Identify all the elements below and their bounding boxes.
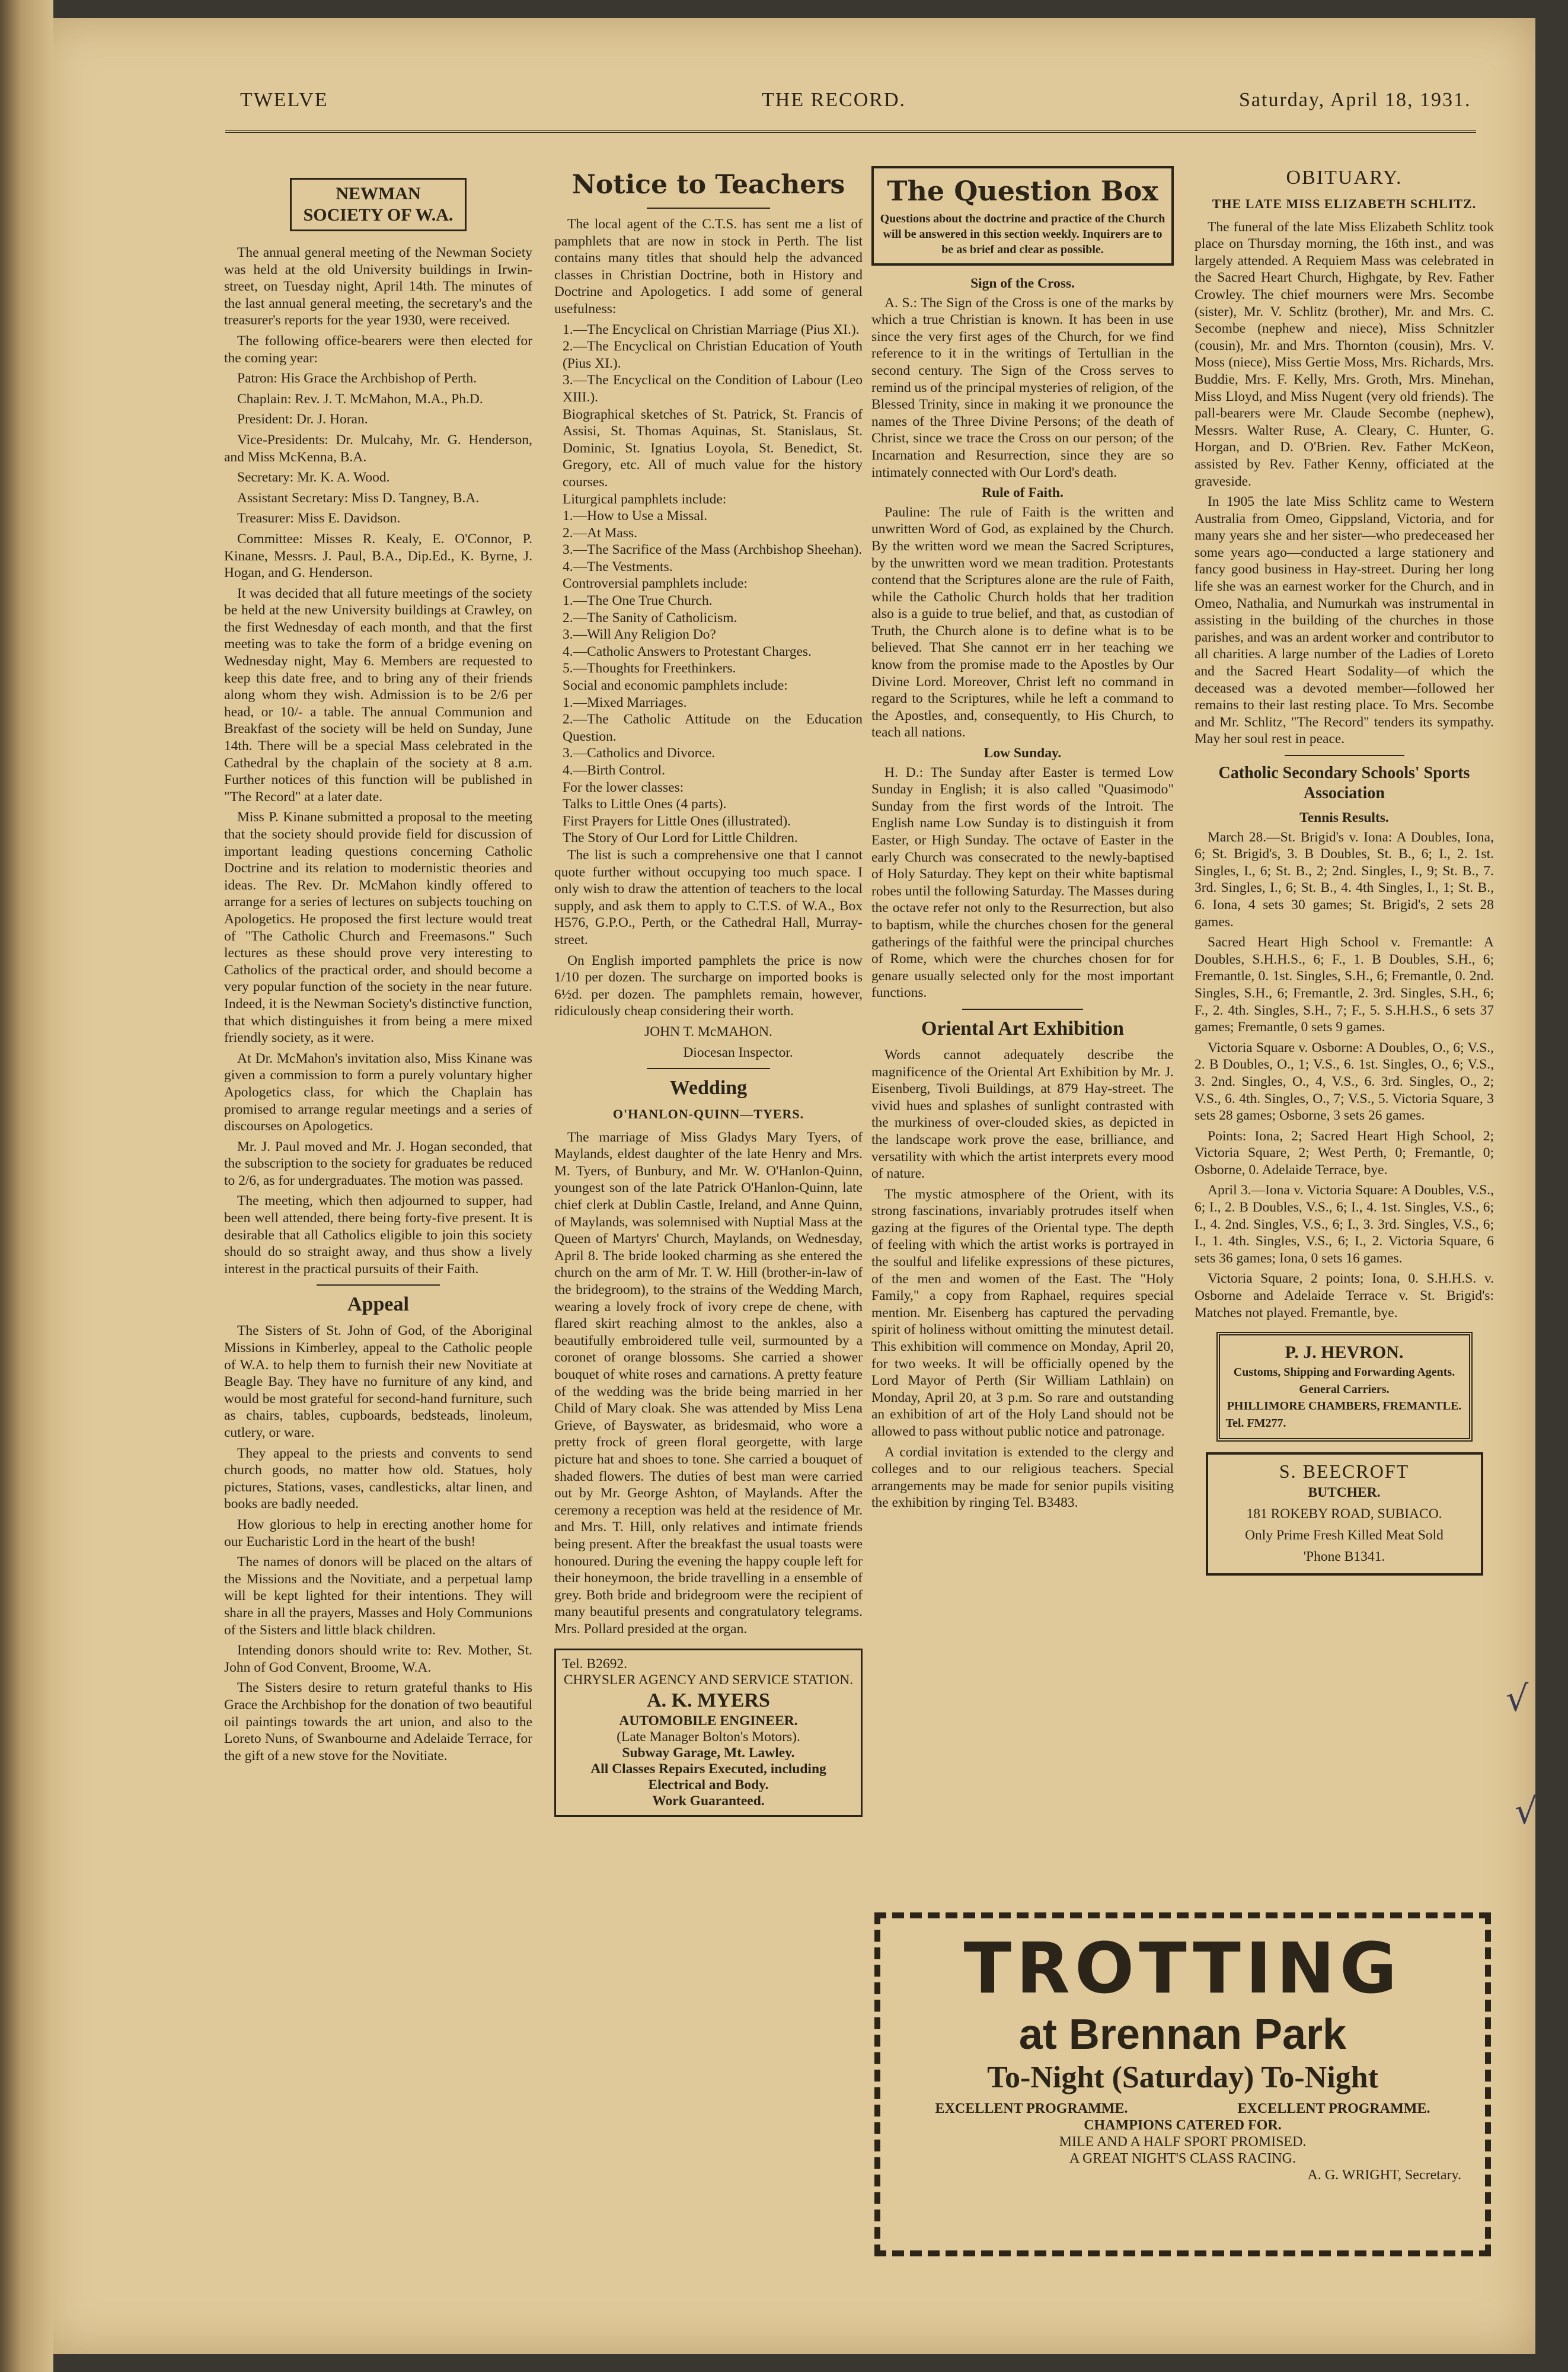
pamphlet-item: Talks to Little Ones (4 parts). <box>563 796 727 812</box>
myers-advertisement <box>554 1649 863 1817</box>
teachers-signature: JOHN T. McMAHON. <box>644 1024 772 1040</box>
trotting-secretary: A. G. WRIGHT, Secretary. <box>1307 2167 1461 2183</box>
sports-p6: Victoria Square, 2 points; Iona, 0. S.H.H.S. v. Osborne and Adelaide Terrace v. St. Brigid's: Matches not played. Fremantle, bye. <box>1195 1271 1494 1321</box>
pamphlet-item: 1.—The One True Church. <box>563 593 713 609</box>
newman-p6: Vice-Presidents: Dr. Mulcahy, Mr. G. Henderson, and Miss McKenna, B.A. <box>224 432 532 465</box>
divider <box>317 1284 440 1286</box>
column-1 <box>224 166 532 1768</box>
sports-subtitle: Tennis Results. <box>1299 810 1389 825</box>
wedding-subtitle: O'HANLON-QUINN—TYERS. <box>612 1107 804 1122</box>
sports-title: Catholic Secondary Schools' Sports Association <box>1218 764 1470 802</box>
trotting-venue: at Brennan Park <box>1018 2011 1347 2058</box>
myers-tel: Tel. B2692. <box>562 1656 627 1672</box>
newman-p11: It was decided that all future meetings of the society be held at the new University buildings at Crawley, on the first Wednesday of each month, and that the first meeting was to take the form of a bridge evening on Wednesday night, May 6. Members are requested to keep this date free, and to bring any of their friends along whom they wish. Admission is to be 2/6 per head, or 10/- a table. The annual Communion and Breakfast of the society will be held on Sunday, June 14th. There will be a special Mass celebrated in the Cathedral by the chaplain of the society at 8 a.m. Further notices of this function will be published in "The Record" at a later date. <box>224 585 532 805</box>
wedding-p1: The marriage of Miss Gladys Mary Tyers, of Maylands, eldest daughter of the late Henry and Mrs. M. Tyers, of Bunbury, and Mr. W. O'Hanlon-Quinn, youngest son of the late Patrick O'Hanlon-Quinn, late chief clerk at Dublin Castle, Ireland, and Anne Quinn, of Maylands, was solemnised with Nuptial Mass at the Queen of Martyrs' Church, Maylands, on Wednesday, April 8. The bride looked charming as she entered the church on the arm of Mr. T. W. Hill (brother-in-law of the bridegroom), to the strains of the Wedding March, wearing a lovely frock of ivory crepe de chene, with flared skirt reaching almost to the ankles, also a beautifully embroidered tulle veil, surmounted by a coronet of orange blossoms. She carried a shower bouquet of white roses and carnations. A pretty feature of the wedding was the bride being married in her Child of Mary cloak. She was attended by Miss Lena Grieve, of Bayswater, as bridesmaid, who wore a pretty frock of green floral georgette, with large picture hat and shoes to tone. She carried a bouquet of shaded flowers. The duties of best man were carried out by Mr. George Ashton, of Maylands. After the ceremony a reception was held at the residence of Mr. and Mrs. T. Hill, only relatives and intimate friends being present. After the breakfast the usual toasts were honoured. During the evening the happy couple left for their honeymoon, the bride travelling in a ensemble of grey. Both bride and bridegroom were the recipient of many beautiful presents and congratulatory telegrams. Mrs. Pollard presided at the organ. <box>554 1129 863 1637</box>
appeal-p2: They appeal to the priests and convents to send church goods, no matter how old. Statues, holy pictures, Stations, vases, candlesticks, altar linen, and books are badly needed. <box>224 1445 532 1512</box>
column-2 <box>554 166 863 1817</box>
newman-p10: Committee: Misses R. Kealy, E. O'Connor, P. Kinane, Messrs. J. Paul, B.A., Dip.Ed., K. Byrne, J. Hogan, and G. Henderson. <box>224 531 532 581</box>
newman-p2: The following office-bearers were then elected for the coming year: <box>224 333 532 366</box>
newman-p8: Assistant Secretary: Miss D. Tangney, B.A. <box>237 490 480 506</box>
pamphlet-item: 1.—How to Use a Missal. <box>563 508 708 524</box>
newman-title: NEWMAN SOCIETY OF W.A. <box>303 184 454 225</box>
sports-p5: April 3.—Iona v. Victoria Square: A Doubles, V.S., 6; I., 2. B Doubles, V.S., 6; I., 4. 1st. Singles, V.S., 6; I., 4. 2nd. Singles, V.S., 6; I., 3. 3rd. Singles, V.S., 6; I., 1. 4th. Singles, V.S., 6; I., 2. Victoria Square, 6 sets 36 games; Iona, 0 sets 16 games. <box>1195 1182 1494 1266</box>
sports-p2: Sacred Heart High School v. Fremantle: A Doubles, S.H.H.S., 6; F., 1. B Doubles, S.H., 6; Fremantle, 0. 1st. Singles, S.H., 6; Fremantle, 0. 2nd. Singles, S.H., 6; Fremantle, 2. 3rd. Singles, S.H., 6; F., 2. 4th. Singles, S.H., 7; F., 5. S.H.H.S., 6 sets 37 games; Fremantle, 0 sets 9 games. <box>1195 935 1494 1035</box>
beecroft-advertisement <box>1206 1452 1483 1576</box>
newman-p7: Secretary: Mr. K. A. Wood. <box>237 470 390 486</box>
newman-p1: The annual general meeting of the Newman Society was held at the old University buildings in Irwin-street, on Tuesday night, April 14th. The minutes of the last annual general meeting, the secretary's and the treasurer's reports for the year 1930, were received. <box>224 245 532 329</box>
pamphlet-item: 4.—The Vestments. <box>563 559 673 575</box>
question-box-intro: Questions about the doctrine and practice of the Church will be answered in this section weekly. Inquirers are to be as brief and clear as possible. <box>880 212 1165 256</box>
appeal-p6: The Sisters desire to return grateful thanks to His Grace the Archbishop for the donation of two beautiful oil paintings towards the art union, and also to the Loreto Nuns, of Swanbourne and Adelaide Terrace, for the gift of a new stove for the Novitiate. <box>224 1680 532 1764</box>
myers-previous: (Late Manager Bolton's Motors). <box>617 1729 800 1745</box>
qbox-h3: Low Sunday. <box>983 745 1062 761</box>
question-box-title: The Question Box <box>887 175 1158 207</box>
pamphlet-item: Liturgical pamphlets include: <box>563 491 727 507</box>
newman-heading-box <box>290 178 467 231</box>
qbox-a1: A. S.: The Sign of the Cross is one of the marks by which a true Christian is known. It has been in use since the very first ages of the Church, for we find reference to it in the writings of Tertullian in the second century. The Sign of the Cross serves to remind us of the principal mysteries of religion, of the Blessed Trinity, since in making it we pronounce the names of the Three Divine Persons; of the death of Christ, since we trace the Cross on our person; of the Incarnation and Resurrection, since they are so intimately connected with Our Lord's death. <box>871 295 1174 480</box>
newman-p15: The meeting, which then adjourned to supper, had been well attended, there being forty-five present. It is desirable that all Catholics eligible to join this society should do so straight away, and thus show a lively interest in the practical pursuits of their Faith. <box>224 1193 532 1277</box>
qbox-a2: Pauline: The rule of Faith is the written and unwritten Word of God, as explained by the Church. By the written word we mean the Sacred Scriptures, by the unwritten word we mean tradition. Protestants contend that the Scriptures alone are the rule of Faith, while the Catholic Church holds that her tradition also is a guide to true belief, and that, as custodian of Truth, the Church alone is to define what is to be believed. That She cannot err in her teaching we know from the promise made to the Apostles by Our Divine Lord. Moreover, Christ left no command in regard to the Scriptures, while he left a command to the Apostles, and, consequently, to His Church, to teach all nations. <box>871 504 1174 741</box>
appeal-title: Appeal <box>347 1293 409 1316</box>
myers-name: A. K. MYERS <box>647 1689 770 1711</box>
divider <box>647 208 770 209</box>
pamphlet-item: 4.—Catholic Answers to Protestant Charges. <box>563 643 812 659</box>
teachers-title: Notice to Teachers <box>571 170 845 200</box>
newman-p9: Treasurer: Miss E. Davidson. <box>237 511 401 527</box>
hevron-advertisement <box>1216 1332 1473 1441</box>
sports-p1: March 28.—St. Brigid's v. Iona: A Doubles, Iona, 6; St. Brigid's, 3. B Doubles, St. B., 6; I., 2. 1st. Singles, I., 6; St. B., 2; 2nd. Singles, I., 9; St. B., 7. 3rd. Singles, I., 6; St. B., 4. 4th Singles, I., 1; St. B., 6. Iona, 4 sets 30 games; St. Brigid's, 2 sets 28 games. <box>1195 829 1494 930</box>
sports-p4: Points: Iona, 2; Sacred Heart High School, 2; Victoria Square, 2; West Perth, 0; Fremantle, 0; Osborne, 0. Adelaide Terrace, bye. <box>1195 1128 1494 1178</box>
divider <box>1285 755 1404 756</box>
trotting-programme-left: EXCELLENT PROGRAMME. <box>935 2101 1128 2116</box>
newman-p4: Chaplain: Rev. J. T. McMahon, M.A., Ph.D. <box>237 391 483 407</box>
myers-repairs: All Classes Repairs Executed, including Electrical and Body. <box>590 1761 826 1793</box>
column-3 <box>871 166 1174 1515</box>
teachers-p1: The local agent of the C.T.S. has sent me a list of pamphlets that are now in stock in Perth. The list contains many titles that should help the advanced classes in Christian Doctrine, both in History and Doctrine and Apologetics. I add some of general usefulness: <box>554 216 863 317</box>
pamphlet-item: 3.—Will Any Religion Do? <box>563 627 716 643</box>
qbox-h2: Rule of Faith. <box>982 485 1064 501</box>
pamphlet-item: 3.—The Sacrifice of the Mass (Archbishop Sheehan). <box>563 542 863 558</box>
beecroft-address: 181 ROKEBY ROAD, SUBIACO. <box>1246 1506 1442 1522</box>
wedding-title: Wedding <box>669 1077 748 1099</box>
oriental-title: Oriental Art Exhibition <box>921 1017 1124 1040</box>
page-edge <box>0 0 53 2372</box>
pamphlet-item: 2.—The Sanity of Catholicism. <box>563 610 737 626</box>
oriental-p1: Words cannot adequately describe the magnificence of the Oriental Art Exhibition by Mr. J. Eisenberg, Tivoli Buildings, at 879 Hay-street. The vivid hues and splashes of sunlight contrasted with the murkiness of over-clouded skies, as depicted in the landscape work prove the ease, brilliance, and versatility with which the artist interprets every mood of nature. <box>871 1047 1174 1182</box>
pamphlet-item: 2.—The Encyclical on Christian Education of Youth (Pius XI.). <box>563 339 863 371</box>
myers-guarantee: Work Guaranteed. <box>652 1793 765 1809</box>
newman-p13: At Dr. McMahon's invitation also, Miss Kinane was given a commission to form a purely voluntary higher Apologetics class, for which the Chaplain has promised to arrange regular meetings and a series of discourses on Apologetics. <box>224 1050 532 1134</box>
oriental-p3: A cordial invitation is extended to the clergy and colleges and to our religious teachers. Special arrangements may be made for senior pupils visiting the exhibition by ringing Tel. B3483. <box>871 1444 1174 1511</box>
teachers-p3: On English imported pamphlets the price is now 1/10 per dozen. The surcharge on imported books is 6½d. per dozen. The pamphlets remain, however, ridiculously cheap considering their worth. <box>554 952 863 1019</box>
issue-date: Saturday, April 18, 1931. <box>1239 89 1471 111</box>
newman-p3: Patron: His Grace the Archbishop of Perth. <box>237 371 477 387</box>
hevron-tel: Tel. FM277. <box>1225 1417 1286 1430</box>
qbox-a3: H. D.: The Sunday after Easter is termed Low Sunday in English; it is also called "Quasimodo" Sunday from the first words of the Introit. The English name Low Sunday is to distinguish it from Easter, or High Sunday. The octave of Easter in the early Church was consecrated to the newly-baptised of Holy Saturday. They kept on their white baptismal robes until the following Saturday. The Masses during the octave refer not only to the Resurrection, but also to baptism, while the churches chosen for the general gatherings of the faithful were the principal churches of Rome, which were the churches chosen for for genare usually selected only for the most important functions. <box>871 764 1174 1001</box>
myers-trade: AUTOMOBILE ENGINEER. <box>619 1713 798 1729</box>
pamphlet-item: 2.—The Catholic Attitude on the Education Question. <box>563 712 863 744</box>
sports-p3: Victoria Square v. Osborne: A Doubles, O., 6; V.S., 2. B Doubles, O., 1; V.S., 6. 1st. Singles, O., 6; V.S., 3. 2nd. Singles, O., 4, V.S., 6. 3rd. Singles, O., 2; V.S., 6. 4th. Singles, O., 7; V.S., 5. Victoria Square, 3 sets 28 games; Osborne, 3 sets 26 games. <box>1195 1040 1494 1124</box>
obituary-subtitle: THE LATE MISS ELIZABETH SCHLITZ. <box>1212 196 1477 211</box>
appeal-p1: The Sisters of St. John of God, of the Aboriginal Missions in Kimberley, appeal to the Catholic people of W.A. to help them to furnish their new Novitiate at Beagle Bay. They have no furniture of any kind, and would be most grateful for second-hand furniture, such as chairs, tables, cupboards, bedsteads, linoleum, cutlery, or ware. <box>224 1323 532 1440</box>
appeal-p3: How glorious to help in erecting another home for our Eucharistic Lord in the heart of the bush! <box>224 1516 532 1550</box>
myers-agency: CHRYSLER AGENCY AND SERVICE STATION. <box>563 1672 854 1688</box>
handwritten-tick-mark: √ <box>1506 1678 1529 1720</box>
trotting-date: To-Night (Saturday) To-Night <box>987 2061 1378 2094</box>
pamphlet-item: 2.—At Mass. <box>563 525 637 541</box>
trotting-programme-right: EXCELLENT PROGRAMME. <box>1237 2101 1430 2116</box>
trotting-programme-row <box>880 2101 1485 2117</box>
trotting-champions: CHAMPIONS CATERED FOR. <box>1084 2118 1282 2133</box>
hevron-name: P. J. HEVRON. <box>1285 1343 1404 1363</box>
obituary-p2: In 1905 the late Miss Schlitz came to Western Australia from Omeo, Gippsland, Victoria, and for many years she and her sister—who predeceased her some years ago—conducted a large stationery and fancy good business in Hay-street. During her long life she was an earnest worker for the Church, and in Omeo, Nathalia, and Numurkah was instrumental in assisting in the building of the churches in those parishes, and was an ardent worker and contributor to all charities. A large number of the Ladies of Loreto and the Sacred Heart Sodality—of which the deceased was a devoted member—followed her remains to their last resting place. To Mrs. Secombe and Mr. Schlitz, "The Record" tenders its sympathy. May her soul rest in peace. <box>1195 494 1494 747</box>
handwritten-tick-mark: √ <box>1515 1791 1538 1832</box>
obituary-p1: The funeral of the late Miss Elizabeth Schlitz took place on Thursday morning, the 16th inst., and was largely attended. A Requiem Mass was celebrated in the Sacred Heart Church, Highgate, by Rev. Father Crowley. The chief mourners were Mrs. Secombe (sister), Mr. V. Schlitz (brother), Mr. and Mrs. C. Secombe (nephew and niece), Miss Schnitzler (cousin), Mr. and Mrs. Thornton (cousin), Mrs. V. Moss (niece), Miss Gertie Moss, Mrs. Richards, Mrs. Buddie, Mrs. F. Kelly, Mrs. Groth, Mrs. Minehan, Miss Lloyd, and Miss Nugent (very old friends). The pall-bearers were Mr. Claude Secombe (nephew), Messrs. Walter Ruse, A. Cleary, C. Hunter, G. Horgan, and D. O'Brien. Rev. Father McKeon, assisted by Rev. Father Kenny, officiated at the graveside. <box>1195 219 1494 489</box>
myers-address: Subway Garage, Mt. Lawley. <box>622 1745 795 1761</box>
qbox-h1: Sign of the Cross. <box>970 276 1075 291</box>
beecroft-name: S. BEECROFT <box>1279 1460 1410 1482</box>
pamphlet-item: Biographical sketches of St. Patrick, St. Francis of Assisi, St. Thomas Aquinas, St. Stanislaus, St. Dominic, St. Ignatius Loyola, St. Benedict, St. Gregory, etc. All of much value for the history courses. <box>563 406 863 490</box>
obituary-title: OBITUARY. <box>1286 167 1403 189</box>
trotting-title: TROTTING <box>963 1927 1402 2009</box>
pamphlet-item: The Story of Our Lord for Little Children. <box>563 830 798 846</box>
newman-p14: Mr. J. Paul moved and Mr. J. Hogan seconded, that the subscription to the society for graduates be reduced to 2/6, as for undergraduates. The motion was passed. <box>224 1139 532 1188</box>
pamphlet-item: For the lower classes: <box>563 779 684 795</box>
newman-p12: Miss P. Kinane submitted a proposal to the meeting that the society should provide field for discussion of important leading questions concerning Catholic Doctrine and its relation to modernistic theories and ideas. The Rev. Dr. McMahon kindly offered to arrange for a series of lectures on subjects touching on Apologetics. He proposed the first lecture would treat of "The Catholic Church and Freemasons." Such lectures as these should prove very interesting to Catholics of the practical order, and should become a very popular function of the society in the near future. Indeed, it is the Newman Society's distinctive function, that which distinguishes it from being a mere mixed friendly society, as it were. <box>224 809 532 1046</box>
pamphlet-item: 3.—Catholics and Divorce. <box>563 745 716 761</box>
divider <box>647 1068 770 1069</box>
appeal-p4: The names of donors will be placed on the altars of the Missions and the Novitiate, and a perpetual lamp will be kept lighted for their intentions. They will share in all the prayers, Masses and Holy Communions of the Sisters and little black children. <box>224 1554 532 1638</box>
hevron-address: PHILLIMORE CHAMBERS, FREMANTLE. <box>1227 1399 1462 1413</box>
header-rule <box>225 130 1476 133</box>
divider <box>962 1009 1083 1010</box>
pamphlet-item: 1.—Mixed Marriages. <box>563 694 687 710</box>
pamphlet-item: Social and economic pamphlets include: <box>563 678 788 694</box>
pamphlet-item: 4.—Birth Control. <box>563 763 665 778</box>
trotting-mile: MILE AND A HALF SPORT PROMISED. <box>1059 2134 1307 2150</box>
beecroft-slogan: Only Prime Fresh Killed Meat Sold <box>1245 1527 1444 1543</box>
oriental-p2: The mystic atmosphere of the Orient, with its strong fascinations, invariably protrudes itself when gazing at the figures of the Oriental type. The depth of feeling with which the artist works is portrayed in the soulful and lifelike expressions of these pictures, of the men and women of the East. The "Holy Family," a copy from Raphael, requires special mention. Mr. Eisenberg has captured the pervading spirit of holiness without omitting the minutest detail. This exhibition will commence on Monday, April 20, for two weeks. It will be officially opened by the Lord Mayor of Perth (Sir William Lathlain) on Monday, April 20, at 3 p.m. So rare and outstanding an exhibition of art of the Holy Land should not be allowed to pass without public notice and patronage. <box>871 1186 1174 1439</box>
beecroft-phone: 'Phone B1341. <box>1303 1548 1385 1564</box>
beecroft-trade: BUTCHER. <box>1308 1484 1381 1500</box>
teachers-p2: The list is such a comprehensive one that I cannot quote further without occupying too much space. I only wish to draw the attention of teachers to the local supply, and ask them to apply to C.T.S. of W.A., Box H576, G.P.O., Perth, or the Cathedral Hall, Murray-street. <box>554 847 863 948</box>
newman-p5: President: Dr. J. Horan. <box>237 412 368 428</box>
masthead: THE RECORD. <box>762 89 906 111</box>
page-number: TWELVE <box>240 89 328 111</box>
trotting-class: A GREAT NIGHT'S CLASS RACING. <box>1069 2151 1296 2166</box>
column-4 <box>1195 166 1494 1576</box>
pamphlet-item: 3.—The Encyclical on the Condition of Labour (Leo XIII.). <box>563 372 863 405</box>
hevron-services: Customs, Shipping and Forwarding Agents. General Carriers. <box>1233 1366 1455 1396</box>
teachers-signature-title: Diocesan Inspector. <box>683 1044 793 1060</box>
pamphlet-item: 1.—The Encyclical on Christian Marriage (Pius XI.). <box>563 321 860 337</box>
pamphlet-item: 5.—Thoughts for Freethinkers. <box>563 661 736 677</box>
trotting-advertisement <box>874 1912 1491 2256</box>
pamphlet-item: Controversial pamphlets include: <box>563 576 748 592</box>
question-box-heading <box>871 166 1174 266</box>
pamphlet-list <box>554 321 863 847</box>
pamphlet-item: First Prayers for Little Ones (illustrated). <box>563 813 791 829</box>
appeal-p5: Intending donors should write to: Rev. Mother, St. John of God Convent, Broome, W.A. <box>224 1643 532 1675</box>
